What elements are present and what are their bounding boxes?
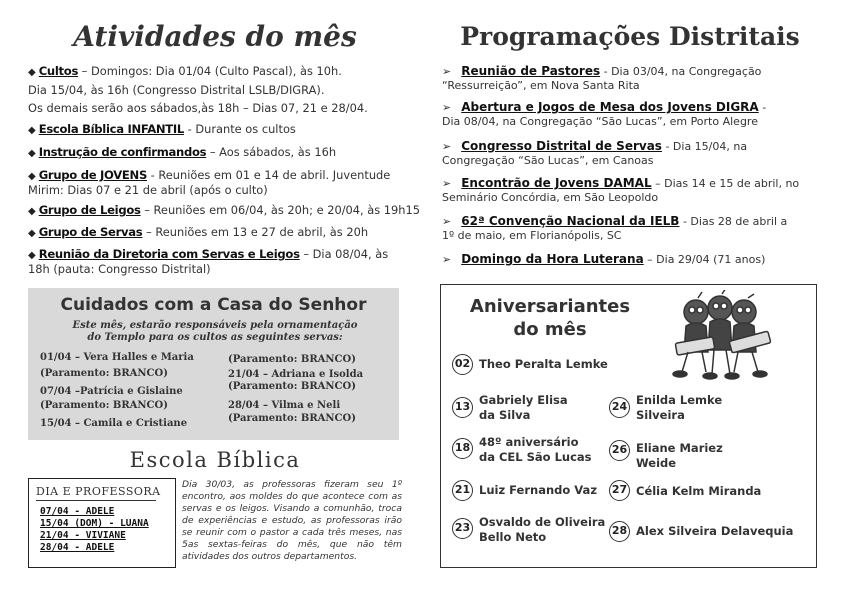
program-text: - Dias 28 de abril a [679,215,788,228]
teacher-entry: 15/04 (DOM) - LUANA [40,518,149,529]
activity-text: – Domingos: Dia 01/04 (Culto Pascal), às 10h. [78,64,342,78]
program-label: 62ª Convenção Nacional da IELB [461,214,680,228]
program-text: – Dias 14 e 15 de abril, no [651,177,800,190]
activity-item [28,247,388,263]
arrow-bullet-icon: ➢ [442,140,452,153]
day-circle: 23 [452,518,473,539]
teacher-entry: 07/04 - ADELE [40,506,115,517]
day-circle: 26 [609,440,630,461]
program-item [442,176,822,205]
activity-text: – Dia 08/04, às [299,247,389,261]
activity-item [28,64,342,80]
party-figures-illustration [668,290,778,380]
program-label: Reunião de Pastores [461,64,601,78]
arrow-bullet-icon: ➢ [442,65,452,78]
teacher-entry: 28/04 - ADELE [40,542,115,553]
birthday-name: Enilda Lemke [636,393,723,407]
care-entry: 28/04 – Vilma e Neli [228,400,341,411]
activity-label: Grupo de JOVENS [38,168,147,182]
activity-label: Reunião da Diretoria com Servas e Leigos [38,247,300,261]
birthdays-title-line: Aniversariantes [469,296,631,317]
care-entry: (Paramento: BRANCO) [40,400,168,411]
activity-label: Instrução de confirmandos [38,145,207,159]
arrow-bullet-icon: ➢ [442,101,452,114]
birthday-name-line2: Weide [636,456,677,470]
birthday-name: Gabriely Elisa [479,393,568,407]
program-text: - Dia 03/04, na Congregação [600,65,762,78]
activity-label: Grupo de Servas [38,225,143,239]
program-label: Domingo da Hora Luterana [461,252,644,266]
activities-title: Atividades do mês [73,20,357,53]
divider [36,500,156,501]
birthday-name-line2: Bello Neto [479,530,547,544]
diamond-bullet-icon: ◆ [28,148,36,159]
birthday-name: Osvaldo de Oliveira [479,515,606,529]
care-section-title: Cuidados com a Casa do Senhor [60,295,367,315]
teacher-schedule-header: DIA E PROFESSORA [36,485,161,498]
day-circle: 02 [452,354,473,375]
bible-school-title: Escola Bíblica [129,448,301,472]
diamond-bullet-icon: ◆ [28,67,36,78]
program-label: Abertura e Jogos de Mesa dos Jovens DIGRA [461,100,759,114]
day-circle: 28 [609,521,630,542]
birthday-name: Alex Silveira Delavequia [636,524,794,538]
activity-item [28,203,420,219]
teacher-entry: 21/04 - VIVIANE [40,530,126,541]
care-entry: (Paramento: BRANCO) [228,381,356,392]
birthday-name: Eliane Mariez [636,441,723,455]
birthday-name-line2: Silveira [636,408,685,422]
birthday-name: Célia Kelm Miranda [636,484,762,498]
activity-text: – Aos sábados, às 16h [206,145,337,159]
day-circle: 18 [452,438,473,459]
activity-text: – Reuniões em 06/04, às 20h; e 20/04, às 19h15 [140,203,421,217]
activity-line: Dia 15/04, às 16h (Congresso Distrital LSLB/DIGRA). [28,83,325,97]
diamond-bullet-icon: ◆ [28,250,36,261]
activity-line: Mirim: Dias 07 e 21 de abril (após o culto) [28,183,268,197]
care-entry: 01/04 – Vera Halles e Maria [40,352,194,363]
care-section-subtitle [40,320,390,344]
program-item [442,252,822,267]
program-text-line2: 1º de maio, em Florianópolis, SC [442,229,622,242]
day-circle: 27 [609,480,630,501]
bible-school-text: Dia 30/03, as professoras fizeram seu 1º encontro, aos moldes do que acontece com as servas e os leigos. Visando a comunhão, troca de experiências e estudo, as professoras irão se reunir com o pastor a cada três meses, nas 5as sextas-feiras do mês, que não têm atividades dos outros departamentos. [182,479,402,562]
birthday-name-line2: da Silva [479,408,531,422]
program-text: - [758,101,767,114]
activity-item [28,145,336,161]
care-entry: (Paramento: BRANCO) [228,354,356,365]
care-subtitle-line: do Templo para os cultos as seguintes servas: [87,332,343,343]
care-entry: (Paramento: BRANCO) [228,413,356,424]
birthday-name-line2: da CEL São Lucas [479,450,592,464]
arrow-bullet-icon: ➢ [442,177,452,190]
birthdays-title [450,295,650,341]
birthday-name: Theo Peralta Lemke [479,357,608,371]
diamond-bullet-icon: ◆ [28,171,36,182]
arrow-bullet-icon: ➢ [442,215,452,228]
diamond-bullet-icon: ◆ [28,228,36,239]
care-entry: (Paramento: BRANCO) [40,368,168,379]
activity-label: Grupo de Leigos [38,203,141,217]
activity-label: Escola Bíblica INFANTIL [38,122,184,136]
district-programs-title: Programações Distritais [460,22,800,51]
activity-label: Cultos [38,64,79,78]
program-item [442,100,822,129]
program-text-line2: Dia 08/04, na Congregação “São Lucas”, em Porto Alegre [442,115,758,128]
activity-line: Os demais serão aos sábados,às 18h – Dias 07, 21 e 28/04. [28,101,368,115]
birthday-name: 48º aniversário [479,435,579,449]
care-subtitle-line: Este mês, estarão responsáveis pela ornamentação [72,320,358,331]
activity-item [28,122,296,138]
program-item [442,64,822,93]
program-text-line2: Seminário Concórdia, em São Leopoldo [442,191,659,204]
program-text-line2: “Ressurreição”, em Nova Santa Rita [442,79,640,92]
program-text-line2: Congregação “São Lucas”, em Canoas [442,154,654,167]
care-entry: 07/04 –Patrícia e Gislaine [40,386,183,397]
activity-line: 18h (pauta: Congresso Distrital) [28,262,211,276]
diamond-bullet-icon: ◆ [28,125,36,136]
activity-text: - Durante os cultos [183,122,296,136]
diamond-bullet-icon: ◆ [28,206,36,217]
program-text: - Dia 15/04, na [661,140,748,153]
birthday-name: Luiz Fernando Vaz [479,483,598,497]
arrow-bullet-icon: ➢ [442,253,452,266]
program-item [442,214,822,243]
activity-text: – Reuniões em 13 e 27 de abril, às 20h [142,225,369,239]
day-circle: 24 [609,397,630,418]
program-text: – Dia 29/04 (71 anos) [643,253,766,266]
day-circle: 21 [452,480,473,501]
program-label: Encontrão de Jovens DAMAL [461,176,652,190]
day-circle: 13 [452,397,473,418]
care-entry: 21/04 – Adriana e Isolda [228,369,364,380]
birthdays-title-line: do mês [513,319,587,340]
care-entry: 15/04 – Camila e Cristiane [40,418,188,429]
program-label: Congresso Distrital de Servas [461,139,662,153]
activity-item [28,168,390,184]
program-item [442,139,822,168]
activity-text: - Reuniões em 01 e 14 de abril. Juventude [147,168,391,182]
activity-item [28,225,368,241]
